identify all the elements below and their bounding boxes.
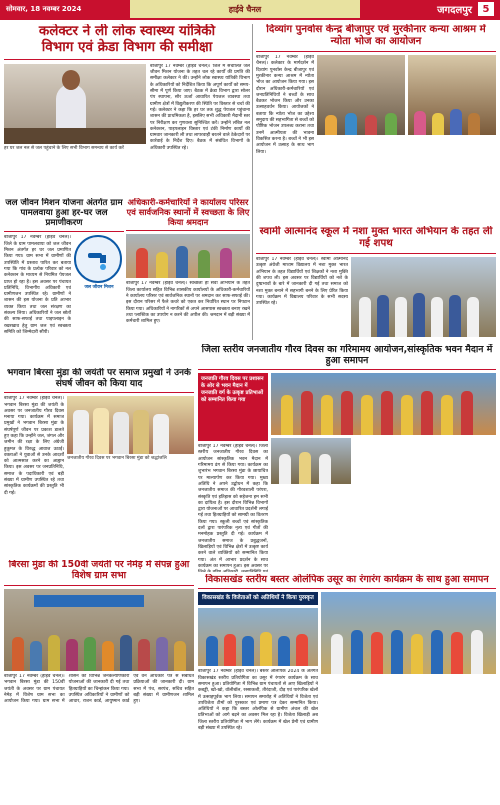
- story8-photo: [271, 373, 496, 435]
- student-figure: [413, 293, 425, 337]
- story6-photo-left: [317, 55, 405, 135]
- story9-body: बीजापुर 17 नवम्बर (हाईवे चैनल)। बस्तर ओलंपिक 2024 के अंतर्गत विकासखंड स्तरीय प्रतियोगिता का उसूर में रंगारंग कार्यक्रम के साथ समापन हुआ। प्रतियोगिता में विभिन्न ग्राम पंचायतों से आए खिलाड़ियों ने कबड्डी, खो-खो, वॉलीबॉल, रस्साकशी, तीरंदाजी, दौड़ एवं पारंपरिक खेलों में उत्साहपूर्वक भाग लिया। समापन समारोह में अतिथियों ने विजेता एवं उपविजेता टीमों को पुरस्कार एवं प्रमाण पत्र देकर सम्मानित किया। अतिथियों ने कहा कि बस्तर ओलंपिक से ग्रामीण अंचल की खेल प्रतिभाओं को आगे बढ़ने का अवसर मिल रहा है। विजेता खिलाड़ी अब जिला स्तरीय प्रतियोगिता में भाग लेंगे। कार्यक्रम में खेल प्रेमी एवं ग्रामीण बड़ी संख्या में उपस्थित रहे।: [198, 669, 318, 731]
- story3-headline: अधिकारी-कर्मचारियों ने कार्यालय परिसर एवं सार्वजनिक स्थानों में स्वच्छता के लिए किया श्रमदान: [126, 198, 250, 231]
- story7-photo: [351, 257, 496, 337]
- story2-headline: जल जीवन मिशन योजना अंतर्गत ग्राम पामलवाया हुआ हर-घर जल प्रमाणीकरण: [4, 198, 124, 232]
- dignitary-figure: [93, 408, 109, 454]
- dignitary-figure: [153, 414, 169, 454]
- villager-figure: [12, 637, 24, 671]
- story-nasha-mukt: [256, 226, 496, 340]
- villager-figure: [30, 641, 42, 671]
- dancer-figure: [281, 395, 293, 435]
- story4-body-continued: [67, 464, 194, 550]
- student-figure: [431, 297, 443, 337]
- student-figure: [377, 295, 389, 337]
- story6-photo-right: [408, 55, 496, 135]
- child-figure: [414, 111, 426, 135]
- story-birsa-munda-samaj: [4, 368, 194, 558]
- villager-figure: [66, 639, 78, 671]
- villager-figure: [48, 635, 60, 671]
- masthead-date: सोमवार, 18 नवम्बर 2024: [0, 0, 130, 18]
- column-divider: [252, 24, 253, 340]
- athlete-figure: [351, 630, 363, 674]
- athlete-figure: [451, 632, 463, 674]
- story1-body: बीजापुर 17 नवम्बर (हाईवे चैनल)। जिले में संचालित जल जीवन मिशन योजना के तहत चल रहे कार्यों की प्रगति की समीक्षा कलेक्टर ने की। उन्होंने लोक स्वास्थ्य यांत्रिकी विभाग के अधिकारियों को निर्देशित किया कि अपूर्ण कार्यों को समय-सीमा में पूर्ण किया जाए। बैठक में क्रेडा विभाग द्वारा सोलर पंप स्थापना, सौर ऊर्जा आधारित पेयजल व्यवस्था तथा ग्रामीण क्षेत्रों में विद्युतीकरण की स्थिति पर विस्तार से चर्चा की गई। कलेक्टर ने कहा कि हर घर तक शुद्ध पेयजल पहुंचाना शासन की प्राथमिकता है, इसलिए सभी अधिकारी मैदानी स्तर पर निरीक्षण कर गुणवत्ता सुनिश्चित करें। उन्होंने लंबित नल कनेक्शन, पाइपलाइन विस्तार एवं टंकी निर्माण कार्यों की ग्रामवार जानकारी ली तथा लापरवाही बरतने वाले ठेकेदारों पर कार्रवाई के निर्देश दिए। बैठक में संबंधित विभागों के अधिकारी उपस्थित रहे।: [150, 63, 250, 151]
- official-head: [62, 70, 80, 90]
- dancer-figure: [441, 395, 453, 435]
- story8-body-col3: [271, 487, 496, 569]
- dancer-figure: [401, 395, 413, 435]
- student-figure: [359, 297, 371, 337]
- dancer-figure: [421, 391, 433, 435]
- story1-headline-line1: कलेक्टर ने ली लोक स्वास्थ्य यांत्रिकी: [38, 24, 216, 39]
- story8-photo-small: [271, 438, 351, 484]
- child-figure: [345, 113, 357, 135]
- dancer-figure: [321, 395, 333, 435]
- athlete-figure: [391, 630, 403, 674]
- guest-figure: [319, 454, 331, 484]
- story2-body: बीजापुर 17 नवम्बर (हाईवे चैनल)। जिले के ग्राम पामलवाया को जल जीवन मिशन अंतर्गत हर घर जल प्रमाणित किया गया। ग्राम सभा में ग्रामीणों की उपस्थिति में प्रस्ताव पारित कर बताया गया कि गांव के प्रत्येक परिवार को नल कनेक्शन के माध्यम से नियमित पेयजल प्राप्त हो रहा है। इस अवसर पर पंचायत प्रतिनिधि, विभागीय अधिकारी एवं ग्रामीणजन उपस्थित रहे। ग्रामीणों ने शासन की इस योजना के प्रति आभार व्यक्त किया तथा जल संरक्षण का संकल्प लिया। अधिकारियों ने जल स्रोतों की साफ-सफाई तथा पाइपलाइन के रखरखाव हेतु ग्राम जल एवं स्वच्छता समिति को जिम्मेदारी सौंपी।: [4, 235, 71, 335]
- volunteer-figure: [198, 250, 210, 278]
- child-figure: [365, 115, 377, 135]
- story6-body: बीजापुर 17 नवम्बर (हाईवे चैनल)। कलेक्टर के मार्गदर्शन में दिव्यांग पुनर्वास केन्द्र बीजापुर एवं मुरकीनार कन्या आश्रम में न्योता भोज का आयोजन किया गया। इस दौरान अधिकारी-कर्मचारियों एवं जनप्रतिनिधियों ने बच्चों के साथ बैठकर भोजन किया और उनका उत्साहवर्धन किया। आयोजकों ने बताया कि न्योता भोज का उद्देश्य समुदाय की सहभागिता से बच्चों को पौष्टिक भोजन उपलब्ध कराना तथा उनमें आत्मीयता की भावना विकसित करना है। बच्चों ने भी इस आयोजन में उत्साह के साथ भाग लिया।: [256, 55, 314, 155]
- athlete-figure: [260, 632, 272, 666]
- story6-headline: दिव्यांग पुनर्वास केन्द्र बीजापुर एवं मुरकीनार कन्या आश्रम में न्योता भोज का आयोजन: [256, 24, 496, 52]
- child-figure: [468, 113, 480, 135]
- story4-photo-caption: जनजातीय गौरव दिवस पर भगवान बिरसा मुंडा को श्रद्धांजलि: [67, 456, 167, 462]
- villager-figure: [84, 637, 96, 671]
- story7-body: बीजापुर 17 नवम्बर (हाईवे चैनल)। स्वामी आत्मानंद उत्कृष्ट अंग्रेजी माध्यम विद्यालय में नशा मुक्त भारत अभियान के तहत विद्यार्थियों एवं शिक्षकों ने नशा मुक्ति की शपथ ली। इस अवसर पर विद्यार्थियों को नशे के दुष्प्रभावों के बारे में जानकारी दी गई तथा समाज को नशा मुक्त बनाने में सहभागी बनने के लिए प्रेरित किया गया। कार्यक्रम में विद्यालय परिवार के सभी सदस्य उपस्थित रहे।: [256, 257, 348, 307]
- athlete-figure: [278, 636, 290, 666]
- story-birsa-150: [4, 560, 194, 800]
- story1-photo-caption: हर घर जल नल से जल पहुंचाने के लिए सभी विभाग समन्वय से कार्य करें: [4, 145, 124, 151]
- story3-body: बीजापुर 17 नवम्बर (हाईवे चैनल)। स्वच्छता ही सेवा अभियान के तहत जिला कार्यालय सहित विभिन्न शासकीय कार्यालयों के अधिकारी-कर्मचारियों ने कार्यालय परिसर एवं सार्वजनिक स्थानों पर श्रमदान कर साफ-सफाई की। इस दौरान परिसर में फैले कचरे को एकत्र कर निर्धारित स्थान पर निपटान किया गया। अधिकारियों ने नागरिकों से अपने आसपास स्वच्छता बनाए रखने तथा प्लास्टिक का उपयोग न करने की अपील की। श्रमदान में बड़ी संख्या में कर्मचारी शामिल हुए।: [126, 281, 250, 325]
- athlete-figure: [371, 632, 383, 674]
- volunteer-figure: [136, 248, 148, 278]
- villager-figure: [156, 637, 168, 671]
- story4-photo: [67, 396, 194, 454]
- child-figure: [450, 109, 462, 135]
- gram-sabha-banner: [34, 595, 144, 607]
- athlete-figure: [224, 634, 236, 666]
- athlete-figure: [331, 634, 343, 674]
- athlete-figure: [206, 636, 218, 666]
- story7-headline: स्वामी आत्मानंद स्कूल में नशा मुक्त भारत अभियान के तहत ली गई शपथ: [256, 226, 496, 254]
- volunteer-figure: [220, 248, 232, 278]
- guest-figure: [279, 454, 291, 484]
- story-collector-review: [4, 24, 250, 196]
- dancer-figure: [301, 391, 313, 435]
- dancer-figure: [341, 391, 353, 435]
- story9-navy-callout: विकासखंड के विजेताओं को अतिथियों ने किया पुरस्कृत: [198, 592, 318, 605]
- story5-body: बीजापुर 17 नवम्बर (हाईवे चैनल)। भगवान बिरसा मुंडा की 150वीं जयंती के अवसर पर ग्राम पंचायत नेमेड़ में विशेष ग्राम सभा का आयोजन किया गया। ग्राम सभा में शासन की विभिन्न जनकल्याणकारी योजनाओं की जानकारी दी गई तथा हितग्राहियों का चिन्हांकन किया गया। उपस्थित अधिकारियों ने ग्रामीणों को आधार, राशन कार्ड, आयुष्मान कार्ड एवं वन अधिकार पत्र से संबंधित प्रक्रियाओं की जानकारी दी। ग्राम सभा में पंच, सरपंच, सचिव सहित बड़ी संख्या में ग्रामीणजन शामिल हुए।: [4, 673, 194, 705]
- story8-headline: जिला स्तरीय जनजातीय गौरव दिवस का गरिमामय आयोजन,सांस्कृतिक भवन मैदान में हुआ समापन: [198, 344, 496, 370]
- villager-figure: [138, 639, 150, 671]
- water-tap-icon: [84, 245, 112, 273]
- story-nyota-bhoj: [256, 24, 496, 224]
- story1-headline-line2: विभाग एवं क्रेडा विभाग की समीक्षा: [41, 38, 213, 55]
- story6-body-continued: [317, 138, 496, 222]
- athlete-figure: [242, 636, 254, 666]
- jal-jeevan-logo: [74, 235, 122, 283]
- student-figure: [449, 295, 461, 337]
- story5-headline: बिरसा मुंडा की 150वीं जयंती पर नेमेड़ में संपन्न हुआ विशेष ग्राम सभा: [4, 560, 194, 586]
- child-figure: [432, 113, 444, 135]
- story1-headline: [4, 24, 250, 60]
- story1-photo: [4, 64, 146, 144]
- dignitary-figure: [73, 410, 89, 454]
- student-figure: [467, 297, 479, 337]
- jal-jeevan-logo-label: जल जीवन मिशन: [84, 285, 114, 291]
- story9-headline: विकासखंड स्तरीय बस्तर ओलंपिक उसूर का रंगारंग कार्यक्रम के साथ हुआ समापन: [198, 574, 496, 589]
- story-cleanliness: [126, 198, 250, 366]
- athlete-figure: [431, 630, 443, 674]
- story-janjatiya-gaurav: [198, 344, 496, 572]
- story9-photo: [198, 608, 318, 666]
- page-number: 5: [478, 2, 494, 16]
- story9-photo-wide: [321, 592, 496, 674]
- story-bastar-olympic: [198, 574, 496, 800]
- masthead-city: [360, 0, 500, 18]
- story8-body: बीजापुर 17 नवम्बर (हाईवे चैनल)। जिला स्तरीय जनजातीय गौरव दिवस का आयोजन सांस्कृतिक भवन मैदान में गरिमामय ढंग से किया गया। कार्यक्रम का शुभारंभ भगवान बिरसा मुंडा के छायाचित्र पर माल्यार्पण कर किया गया। मुख्य अतिथि ने अपने उद्बोधन में कहा कि जनजातीय समाज की गौरवशाली परंपरा, संस्कृति एवं इतिहास को सहेजना हम सभी का दायित्व है। इस दौरान विभिन्न विभागों द्वारा योजनाओं पर आधारित प्रदर्शनी लगाई गई तथा हितग्राहियों को सामग्री का वितरण किया गया। स्कूली बच्चों एवं सांस्कृतिक दलों द्वारा पारंपरिक नृत्य एवं गीतों की मनमोहक प्रस्तुति दी गई। कार्यक्रम में जनजातीय समाज के प्रबुद्धजनों, खिलाड़ियों एवं विभिन्न क्षेत्रों में उत्कृष्ट कार्य करने वाले व्यक्तियों को सम्मानित किया गया। अंत में आभार प्रदर्शन के साथ कार्यक्रम का समापन हुआ। इस अवसर पर: [198, 444, 268, 569]
- athlete-figure: [471, 630, 483, 674]
- child-figure: [385, 113, 397, 135]
- athlete-figure: [296, 634, 308, 666]
- story4-headline: भगवान बिरसा मुंडा की जयंती पर समाज प्रमुखों ने उनके संघर्ष जीवन को किया याद: [4, 368, 194, 393]
- story8-body-col2: [354, 438, 496, 484]
- dignitary-figure: [113, 412, 129, 454]
- villager-figure: [120, 635, 132, 671]
- story-jal-jeevan: [4, 198, 124, 366]
- story9-body-col2: [321, 677, 496, 785]
- volunteer-figure: [176, 246, 188, 278]
- athlete-figure: [411, 634, 423, 674]
- dancer-figure: [381, 391, 393, 435]
- story3-photo: [126, 234, 250, 278]
- guest-figure: [299, 452, 311, 484]
- table-surface: [4, 128, 146, 144]
- dignitary-figure: [133, 410, 149, 454]
- story8-red-callout: जनजाति गौरव दिवस पर प्रशासन के ओर से भवन मैदान में जनजाति वर्ग के उत्कृष्ट प्रतिभाओं को सम्मानित किया गया: [198, 373, 268, 441]
- child-figure: [325, 115, 337, 135]
- dancer-figure: [461, 391, 473, 435]
- masthead-city-label: जगदलपुर: [437, 5, 472, 16]
- villager-figure: [174, 641, 186, 671]
- student-figure: [395, 297, 407, 337]
- masthead: [0, 0, 500, 20]
- story5-photo: [4, 589, 194, 671]
- masthead-title: हाईवे चैनल: [130, 0, 360, 18]
- dancer-figure: [361, 395, 373, 435]
- villager-figure: [102, 641, 114, 671]
- volunteer-figure: [156, 252, 168, 278]
- story4-body: बीजापुर 17 नवम्बर (हाईवे चैनल)। भगवान बिरसा मुंडा की जयंती के अवसर पर जनजातीय गौरव दिवस मनाया गया। कार्यक्रम में समाज प्रमुखों ने भगवान बिरसा मुंडा के संघर्षपूर्ण जीवन पर प्रकाश डालते हुए कहा कि उन्होंने जल, जंगल और जमीन की रक्षा के लिए अंग्रेजी हुकूमत के विरुद्ध आवाज उठाई। वक्ताओं ने युवाओं से उनके आदर्शों को आत्मसात करने का आह्वान किया। इस अवसर पर जनप्रतिनिधि, समाज के पदाधिकारी एवं बड़ी संख्या में ग्रामीण उपस्थित रहे तथा सांस्कृतिक कार्यक्रमों की प्रस्तुति भी दी गई।: [4, 396, 64, 496]
